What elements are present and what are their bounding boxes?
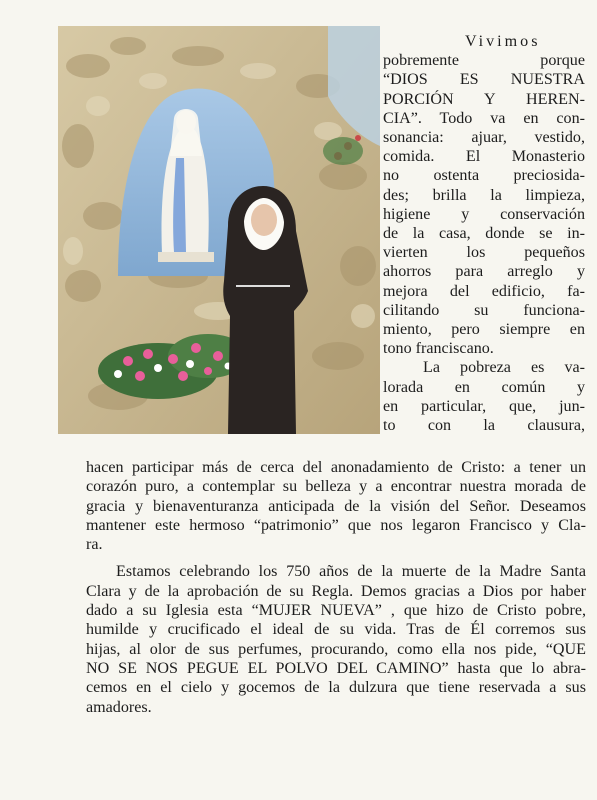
side-line: miento, pero siempre en [383, 321, 585, 339]
side-line: comida. El Monasterio [383, 148, 585, 166]
grotto-photo [58, 26, 380, 434]
side-line: vierten los pequeños [383, 244, 585, 262]
paragraph1-line: mantener este hermoso “patrimonio” que nos legaron Francisco y Cla- [86, 516, 586, 534]
side-line: ahorros para arreglo y [383, 263, 585, 281]
paragraph2-line: Estamos celebrando los 750 años de la muerte de la Madre Santa [116, 563, 586, 581]
side-line: “DIOS ES NUESTRA [383, 71, 585, 89]
side-line: en particular, que, jun- [383, 397, 585, 415]
side-line: sonancia: ajuar, vestido, [383, 129, 585, 147]
side-line: La pobreza es va- [423, 359, 585, 377]
paragraph1-line: hacen participar más de cerca del anonadamiento de Cristo: a tener un [86, 459, 586, 476]
paragraph2-line: NO SE NOS PEGUE EL POLVO DEL CAMINO” hasta que lo abra- [86, 659, 586, 677]
paragraph1-line: ra. [86, 536, 103, 554]
paragraph2-line: hijas, al olor de sus perfumes, procurando, como ella nos pide, “QUE [86, 640, 586, 658]
side-line: de la casa, donde se in- [383, 225, 585, 243]
side-line: des; brilla la limpieza, [383, 186, 585, 204]
paragraph2-line: amadores. [86, 698, 152, 716]
side-line: no ostenta preciosida- [383, 167, 585, 185]
paragraph1-line: gracia y bienaventuranza anticipada de la visión del Señor. Deseamos [86, 497, 586, 515]
side-line: CIA”. Todo va en con- [383, 109, 585, 127]
side-line: lorada en común y [383, 378, 585, 396]
paragraph2-line: dado a su Iglesia esta “MUJER NUEVA” , que hizo de Cristo pobre, [86, 602, 586, 620]
side-line: Vivimos [465, 33, 541, 50]
paragraph2-line: Clara y de la aprobación de su Regla. Demos gracias a Dios por haber [86, 582, 586, 600]
side-line: pobremente porque [383, 52, 585, 70]
side-line: mejora del edificio, fa- [383, 282, 585, 300]
side-line: to con la clausura, [383, 417, 585, 435]
body-text [86, 458, 586, 717]
side-column-text [383, 32, 585, 435]
paragraph2-line: humilde y crucificado el ideal de su vida. Tras de Él corremos sus [86, 621, 586, 639]
side-line: higiene y conservación [383, 205, 585, 223]
photo-illustration [58, 26, 380, 434]
paragraph1-line: corazón puro, a contemplar su belleza y a encontrar nuestra morada de [86, 478, 586, 496]
paragraph2-line: cemos en el cielo y gocemos de la dulzura que tiene reservada a sus [86, 679, 586, 697]
side-line: cilitando su funciona- [383, 301, 585, 319]
side-line: PORCIÓN Y HEREN- [383, 90, 585, 108]
side-line: tono franciscano. [383, 340, 494, 358]
